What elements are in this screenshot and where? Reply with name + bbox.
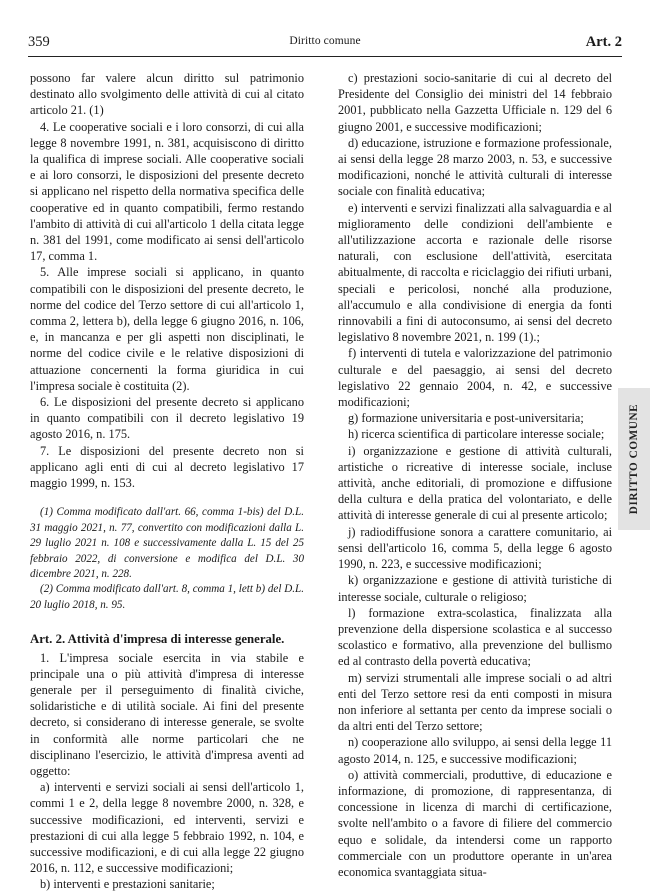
page-header (28, 34, 622, 57)
list-item-i: i) organizzazione e gestione di attività culturali, artistiche o ricreative di interesse sociale, incluse attività, anche editoriali, di promozione e diffusione della cultura e della pratica del volontariato, e delle attività di interesse generale di cui al presente articolo; (338, 443, 612, 523)
paragraph-comma-5: 5. Alle imprese sociali si applicano, in quanto compatibili con le disposizioni del presente decreto, le norme del codice del Terzo settore di cui all'articolo 1, comma 2, lettera b), della legge 6 giugno 2016, n. 106, e, in mancanza e per gli aspetti non disciplinati, le norme del codice civile e le relative disposizioni di attuazione concernenti la forma giuridica in cui l'impresa sociale è costituita (2). (30, 265, 304, 393)
list-item-m: m) servizi strumentali alle imprese sociali o ad altri enti del Terzo settore resi da enti composti in misura non inferiore al settanta per cento da imprese sociali o da altri enti del Terzo settore; (338, 670, 612, 734)
list-item-k: k) organizzazione e gestione di attività turistiche di interesse sociale, culturale o religioso; (338, 573, 612, 604)
page-number: 359 (28, 34, 50, 50)
right-column (338, 70, 612, 880)
paragraph-comma-4: 4. Le cooperative sociali e i loro consorzi, di cui alla legge 8 novembre 1991, n. 381, acquisiscono di diritto la qualifica di imprese sociali. Alle cooperative sociali e ai loro consorzi, le disposizioni del presente decreto si applicano nel rispetto della normativa specifica delle cooperative ed in quanto compatibili, fermo restando l'ambito di attività di cui all'articolo 1 della citata legge n. 381 del 1991, come modificato ai sensi dell'articolo 17, comma 1. (30, 119, 304, 264)
list-item-o: o) attività commerciali, produttive, di educazione e informazione, di promozione, di rappresentanza, di concessione in licenza di marchi di certificazione, svolte nell'ambito o a favore di filiere del commercio equo e solidale, da intendersi come un rapporto commerciale con un produttore operante in un'area economica svantaggiata situa- (338, 767, 612, 879)
side-tab-label: DIRITTO COMUNE (628, 403, 640, 515)
footnote-1: (1) Comma modificato dall'art. 66, comma 1-bis) del D.L. 31 maggio 2021, n. 77, convertito con modificazioni dalla L. 29 luglio 2021 n. 108 e successivamente dalla L. 15 del 25 febbraio 2022, di conversione e modifica del D.L. 30 dicembre 2021, n. 228. (30, 506, 304, 580)
article-tag: Art. 2 (585, 34, 622, 50)
footnote-2: (2) Comma modificato dall'art. 8, comma 1, lett b) del D.L. 20 luglio 2018, n. 95. (30, 583, 304, 611)
list-item-c: c) prestazioni socio-sanitarie di cui al decreto del Presidente del Consiglio dei ministri del 14 febbraio 2001, pubblicato nella Gazzetta Ufficiale n. 129 del 6 giugno 2001, e successive modificazioni; (338, 71, 612, 134)
paragraph-comma-6: 6. Le disposizioni del presente decreto si applicano in quanto compatibili con il decreto legislativo 19 agosto 2016, n. 175. (30, 395, 304, 442)
running-title: Diritto comune (289, 35, 361, 47)
list-item-f: f) interventi di tutela e valorizzazione del patrimonio culturale e del paesaggio, ai sensi del decreto legislativo 22 gennaio 2004, n. 42, e successive modificazioni; (338, 346, 612, 410)
left-column (30, 70, 304, 893)
list-item-n: n) cooperazione allo sviluppo, ai sensi della legge 11 agosto 2014, n. 125, e successive modificazioni; (338, 735, 612, 766)
list-item-e: e) interventi e servizi finalizzati alla salvaguardia e al miglioramento delle condizioni dell'ambiente e all'utilizzazione accorta e razionale delle risorse naturali, con esclusione dell'attività, esercitata abitualmente, di raccolta e riciclaggio dei rifiuti urbani, speciali e pericolosi, nonché alla produzione, all'accumulo e alla condivisione di energia da fonti rinnovabili a fini di autoconsumo, ai sensi del decreto legislativo 8 novembre 2021, n. 199 (1).; (338, 200, 612, 345)
list-item-g: g) formazione universitaria e post-universitaria; (348, 411, 584, 426)
list-item-b: b) interventi e prestazioni sanitarie; (40, 877, 215, 892)
paragraph-comma-7: 7. Le disposizioni del presente decreto non si applicano agli enti di cui al decreto legislativo 17 maggio 1999, n. 153. (30, 443, 304, 491)
list-item-l: l) formazione extra-scolastica, finalizzata alla prevenzione della dispersione scolastica e al successo scolastico e formativo, alla prevenzione del bullismo ed al contrasto della povertà educativa; (338, 605, 612, 669)
list-item-a: a) interventi e servizi sociali ai sensi dell'articolo 1, commi 1 e 2, della legge 8 novembre 2000, n. 328, e successive modificazioni, ed interventi, servizi e prestazioni di cui alla legge 5 febbraio 1992, n. 104, e successive modificazioni, e di cui alla legge 22 giugno 2016, n. 112, e successive modificazioni; (30, 780, 304, 876)
list-item-d: d) educazione, istruzione e formazione professionale, ai sensi della legge 28 marzo 2003, n. 53, e successive modificazioni, nonché le attività culturali di interesse sociale con finalità educativa; (338, 135, 612, 199)
section-side-tab (618, 388, 650, 530)
footnotes (30, 505, 304, 613)
paragraph-art2-comma-1: 1. L'impresa sociale esercita in via stabile e principale una o più attività d'impresa di interesse generale per il perseguimento di finalità civiche, solidaristiche e di utilità sociale. Ai fini del presente decreto, si considerano di interesse generale, se svolte in conformità alle norme particolari che ne disciplinano l'esercizio, le attività d'impresa aventi ad oggetto: (30, 650, 304, 779)
article-heading: Art. 2. Attività d'impresa di interesse generale. (30, 632, 285, 647)
list-item-h: h) ricerca scientifica di particolare interesse sociale; (348, 427, 605, 442)
list-item-j: j) radiodiffusione sonora a carattere comunitario, ai sensi dell'articolo 16, comma 5, della legge 6 agosto 1990, n. 223, e successive modificazioni; (338, 524, 612, 572)
paragraph-continuation: possono far valere alcun diritto sul patrimonio destinato allo svolgimento delle attività di cui al citato articolo 21. (1) (30, 71, 304, 118)
